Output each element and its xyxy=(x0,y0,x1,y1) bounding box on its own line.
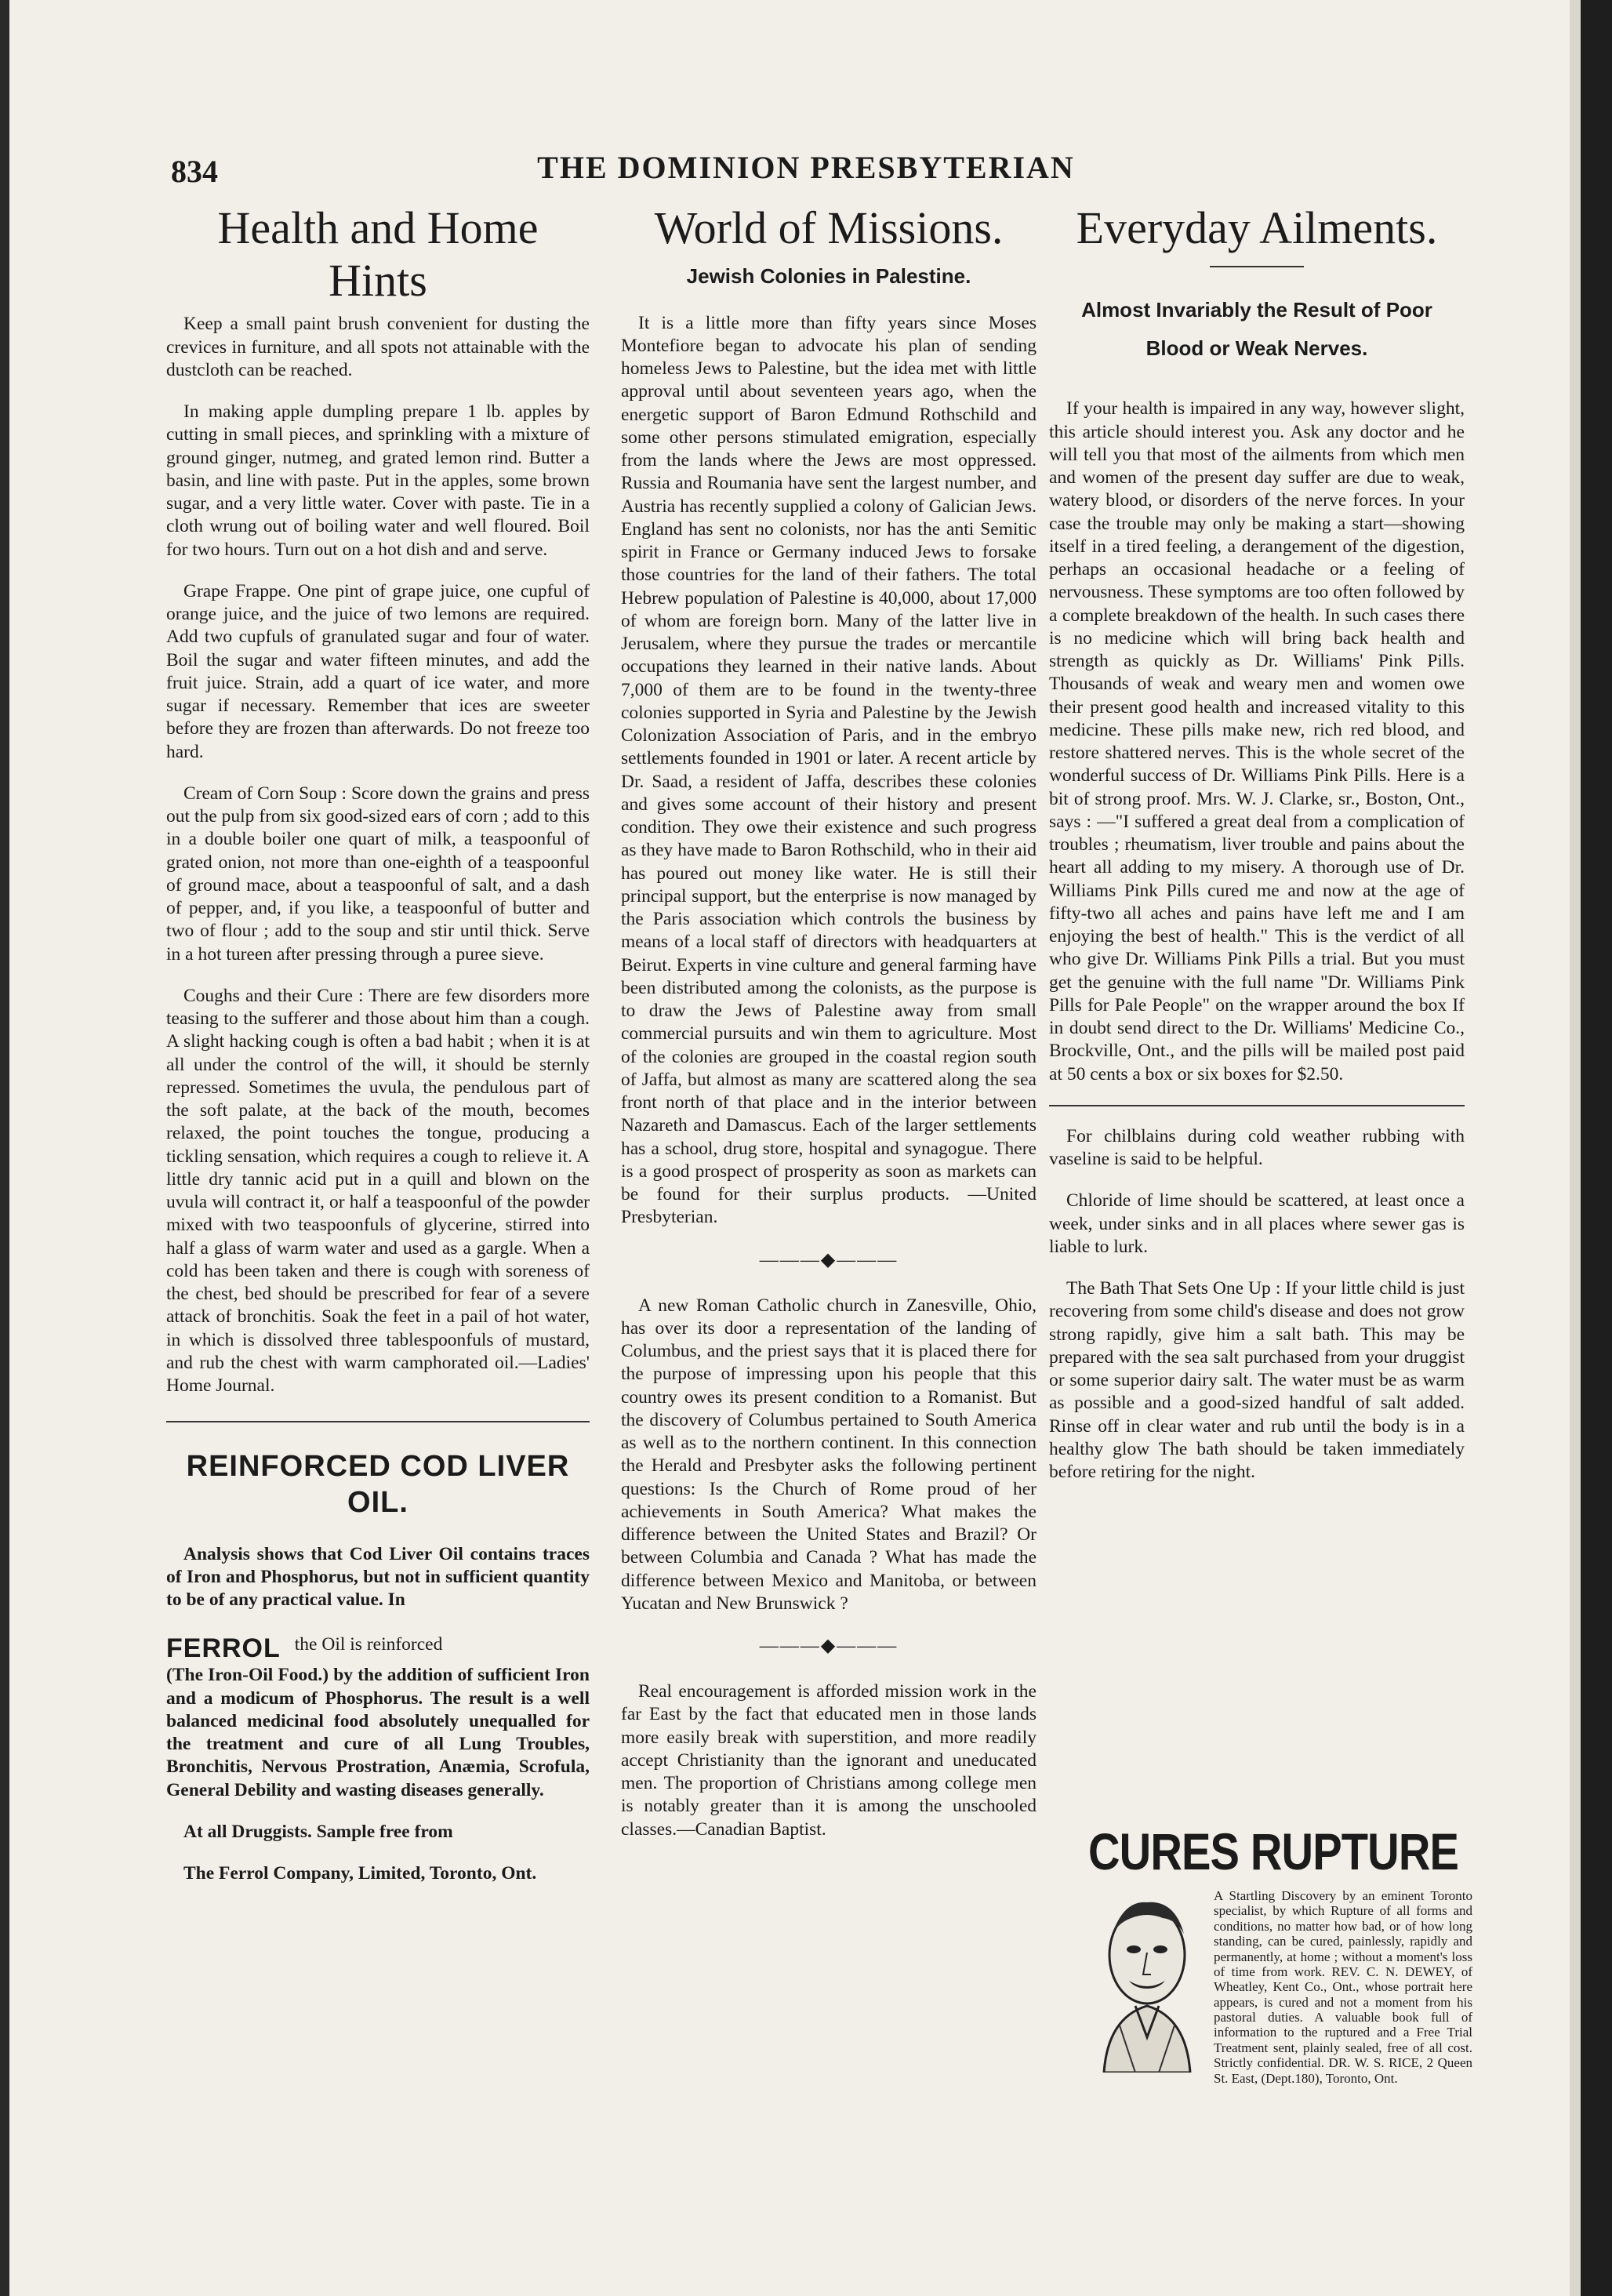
subtitle-line: Almost Invariably the Result of Poor xyxy=(1081,297,1432,322)
page-number: 834 xyxy=(171,154,218,189)
article-subtitle: Jewish Colonies in Palestine. xyxy=(686,263,971,288)
column-title: World of Missions. xyxy=(654,202,1004,253)
section-divider xyxy=(166,1421,590,1422)
article-paragraph: It is a little more than fifty years since Moses Montefiore began to advocate his plan of sending homeless Jews to Palestine, but the idea met with little approval until about seventeen years ago, when the energetic support of Baron Edmund Rothschild and some other persons stimulated emigration, especially from the lands where the Jews are most oppressed. Russia and Roumania have sent the largest number, and Austria has recently supplied a colony of Galician Jews. England has sent no colonists, nor has the anti Semitic spirit in France or Germany induced Jews to forsake those countries for the land of their fathers. The total Hebrew population of Palestine is 40,000, about 17,000 of whom are foreign born. Many of the latter live in Jerusalem, where they pursue the trades or mercantile occupations they learned in their native lands. About 7,000 of them are to be found in the twenty-three colonies supported in Syria and Palestine by the Jewish Colonization Association of Paris, and in the embryo settlements founded in 1901 or later. A recent article by Dr. Saad, a resident of Jaffa, describes these colonies and gives some account of their history and present condition. They owe their existence and such progress as they have made to Baron Rothschild, who in their aid has poured out money like water. He is still their principal support, but the enterprise is now managed by the Paris association which controls the business by means of a local staff of directors with headquarters at Beirut. Experts in vine culture and general farming have been distributed among the colonists, as the purpose is to draw the Jews of Palestine away from small commercial pursuits and win them to agriculture. Most of the colonies are grouped in the coastal region south of Jaffa, but almost as many are scattered along the sea front north of that place and in the interior between Nazareth and Damascus. Each of the larger settlements has a school, drug store, hospital and synagogue. There is a good prospect of prosperity as soon as markets can be found for their surplus products. —United Presbyterian. xyxy=(621,312,1037,1228)
ad-brand: FERROL xyxy=(166,1633,281,1664)
article-paragraph: Cream of Corn Soup : Score down the grains and press out the pulp from six good-sized ears of corn ; add to this in a double boiler one quart of milk, a teaspoonful of grated onion, not more than one-eighth of a teaspoonful of ground mace, about a teaspoonful of salt, and a dash of pepper, and, if you like, a teaspoonful of butter and two of flour ; add to the soup and stir until thick. Serve in a hot tureen after pressing through a puree sieve. xyxy=(166,783,590,965)
article-paragraph: Grape Frappe. One pint of grape juice, one cupful of orange juice, and the juice of two lemons are required. Add two cupfuls of granulated sugar and four of water. Boil the sugar and water fifteen minutes, and add the fruit juice. Strain, add a quart of ice water, and more sugar if necessary. Remember that ices are sweeter before they are frozen than afterwards. Do not freeze too hard. xyxy=(166,580,590,762)
ad-brand-side: the Oil is reinforced xyxy=(294,1634,443,1655)
ad-title: REINFORCED COD LIVER OIL. xyxy=(186,1450,570,1519)
column-world-of-missions xyxy=(621,202,1037,1860)
article-paragraph: The Bath That Sets One Up : If your little child is just recovering from some child's disease and does not grow strong rapidly, give him a salt bath. This may be prepared with the sea salt purchased from your druggist or some superior dairy salt. The water must be as warm as possible and a good-sized handful of salt added. Rinse off in clear water and rub until the body is in a healthy glow The bath should be taken immediately before retiring for the night. xyxy=(1049,1278,1465,1483)
ad-title: CURES RUPTURE xyxy=(1088,1822,1459,1880)
column-title: Health and Home Hints xyxy=(217,202,539,306)
ad-intro: Analysis shows that Cod Liver Oil contains traces of Iron and Phosphorus, but not in sufficient quantity to be of any practical value. In xyxy=(166,1543,590,1611)
column-everyday-ailments xyxy=(1049,202,1465,1502)
article-paragraph: For chilblains during cold weather rubbing with vaseline is said to be helpful. xyxy=(1049,1125,1465,1170)
article-subtitle xyxy=(1049,291,1465,369)
article-paragraph: Coughs and their Cure : There are few disorders more teasing to the sufferer and those about him than a cough. A slight hacking cough is often a bad habit ; when it is at all under the control of the will, it should be sternly repressed. Sometimes the uvula, the pendulous part of the soft palate, at the back of the mouth, becomes relaxed, the point touches the tongue, producing a tickling sensation, which requires a cough to relieve it. A little dry tannic acid put in a quill and blown on the uvula will contract it, or half a teaspoonful of the powder mixed with two teaspoonfuls of glycerine, stirred into half a glass of warm water and used as a gargle. When a cold has been taken and there is cough with soreness of the chest, bed should be prescribed for fear of a severe attack of bronchitis. Soak the feet in a pail of hot water, in which is dissolved three tablespoonfuls of mustard, and rub the chest with warm camphorated oil.—Ladies' Home Journal. xyxy=(166,985,590,1397)
column-health-home-hints xyxy=(166,202,590,1904)
article-paragraph: Chloride of lime should be scattered, at least once a week, under sinks and in all places where sewer gas is liable to lurk. xyxy=(1049,1190,1465,1257)
article-paragraph: Real encouragement is afforded mission work in the far East by the fact that educated men in those lands more easily break with superstition, and more readily accept Christianity than the ignorant and uneducated men. The proportion of Christians among college men is notably greater than it is among the unschooled classes.—Canadian Baptist. xyxy=(621,1681,1037,1840)
ornament-divider: ———◆——— xyxy=(759,1249,899,1270)
column-title: Everyday Ailments. xyxy=(1076,202,1438,253)
section-divider xyxy=(1049,1105,1465,1106)
article-paragraph: If your health is impaired in any way, however slight, this article should interest you. Ask any doctor and he will tell you that most of the ailments from which men and women of the present day suffer are due to weak, watery blood, or disorders of the nerve forces. In your case the trouble may only be making a start—showing itself in a tired feeling, a derangement of the digestion, perhaps an occasional headache or a feeling of nervousness. These symptoms are too often followed by a complete breakdown of the health. In such cases there is no medicine which will bring back health and strength as quickly as Dr. Williams' Pink Pills. Thousands of weak and weary men and women owe their present good health and increased vitality to this medicine. These pills make new, rich red blood, and restore shattered nerves. This is the whole secret of the wonderful success of Dr. Williams Pink Pills. Here is a bit of strong proof. Mrs. W. J. Clarke, sr., Boston, Ont., says : —"I suffered a great deal from a complication of troubles ; rheumatism, liver trouble and pains about the heart all adding to my misery. A thorough use of Dr. Williams Pink Pills cured me and now at the age of fifty-two all aches and pains have left me and I am enjoying the best of health." This is the verdict of all who give Dr. Williams Pink Pills a trial. But you must get the genuine with the full name "Dr. Williams Pink Pills for Pale People" on the wrapper around the box If in doubt send direct to the Dr. Williams' Medicine Co., Brockville, Ont., and the pills will be mailed post paid at 50 cents a box or six boxes for $2.50. xyxy=(1049,398,1465,1084)
article-paragraph: In making apple dumpling prepare 1 lb. apples by cutting in small pieces, and sprinkling with a mixture of ground ginger, nutmeg, and grated lemon rind. Butter a basin, and line with paste. Put in the apples, some brown sugar, and a very little water. Cover with paste. Tie in a cloth wrung out of boiling water and well floured. Boil for two hours. Turn out on a hot dish and and serve. xyxy=(166,401,590,560)
cures-rupture-advertisement xyxy=(1088,1822,1472,2086)
scan-right-margin xyxy=(1570,0,1581,2296)
ferrol-advertisement xyxy=(166,1449,590,1885)
ornament-divider: ———◆——— xyxy=(759,1636,899,1657)
scan-left-edge xyxy=(0,0,9,2296)
ad-body: (The Iron-Oil Food.) by the addition of sufficient Iron and a modicum of Phosphorus. The result is a well balanced medicinal food absolutely unequalled for the treatment and cure of all Lung Troubles, Bronchitis, Nervous Prostration, Anæmia, Scrofula, General Debility and wasting diseases generally. xyxy=(166,1665,590,1800)
ad-brand-row xyxy=(166,1633,590,1664)
portrait-image xyxy=(1088,1888,1206,2073)
ad-company: The Ferrol Company, Limited, Toronto, Ont. xyxy=(183,1863,537,1884)
ad-body xyxy=(1088,1888,1472,2086)
article-paragraph: A new Roman Catholic church in Zanesville, Ohio, has over its door a representation of the landing of Columbus, and the priest says that it is placed there for the purpose of impressing upon his people that this country owes its present condition to a Romanist. But the discovery of Columbus pertained to South America as well as to the northern continent. In this connection the Herald and Presbyter asks the following pertinent questions: Is the Church of Rome proud of her achievements in South America? What makes the difference between the United States and Brazil? Or between Columbia and Canada ? What has made the difference between Mexico and Manitoba, or between Yucatan and New Brunswick ? xyxy=(621,1295,1037,1614)
running-title: THE DOMINION PRESBYTERIAN xyxy=(537,150,1075,185)
ad-druggists: At all Druggists. Sample free from xyxy=(183,1821,453,1842)
ad-text: A Startling Discovery by an eminent Toronto specialist, by which Rupture of all forms and conditions, no matter how bad, or of how long standing, can be cured, painlessly, rapidly and permanently, at home ; without a moment's loss of time from work. REV. C. N. DEWEY, of Wheatley, Kent Co., Ont., whose portrait here appears, is cured and not a moment from his pastoral duties. A valuable book full of information to the ruptured and a Free Trial Treatment sent, plainly sealed, free of all cost. Strictly confidential. DR. W. S. RICE, 2 Queen St. East, (Dept.180), Toronto, Ont. xyxy=(1214,1888,1472,2086)
subtitle-line: Blood or Weak Nerves. xyxy=(1145,336,1368,361)
scan-right-edge xyxy=(1581,0,1612,2296)
article-paragraph: Keep a small paint brush convenient for dusting the crevices in furniture, and all spots not attainable with the dustcloth can be reached. xyxy=(166,314,590,380)
short-divider xyxy=(1210,266,1304,267)
